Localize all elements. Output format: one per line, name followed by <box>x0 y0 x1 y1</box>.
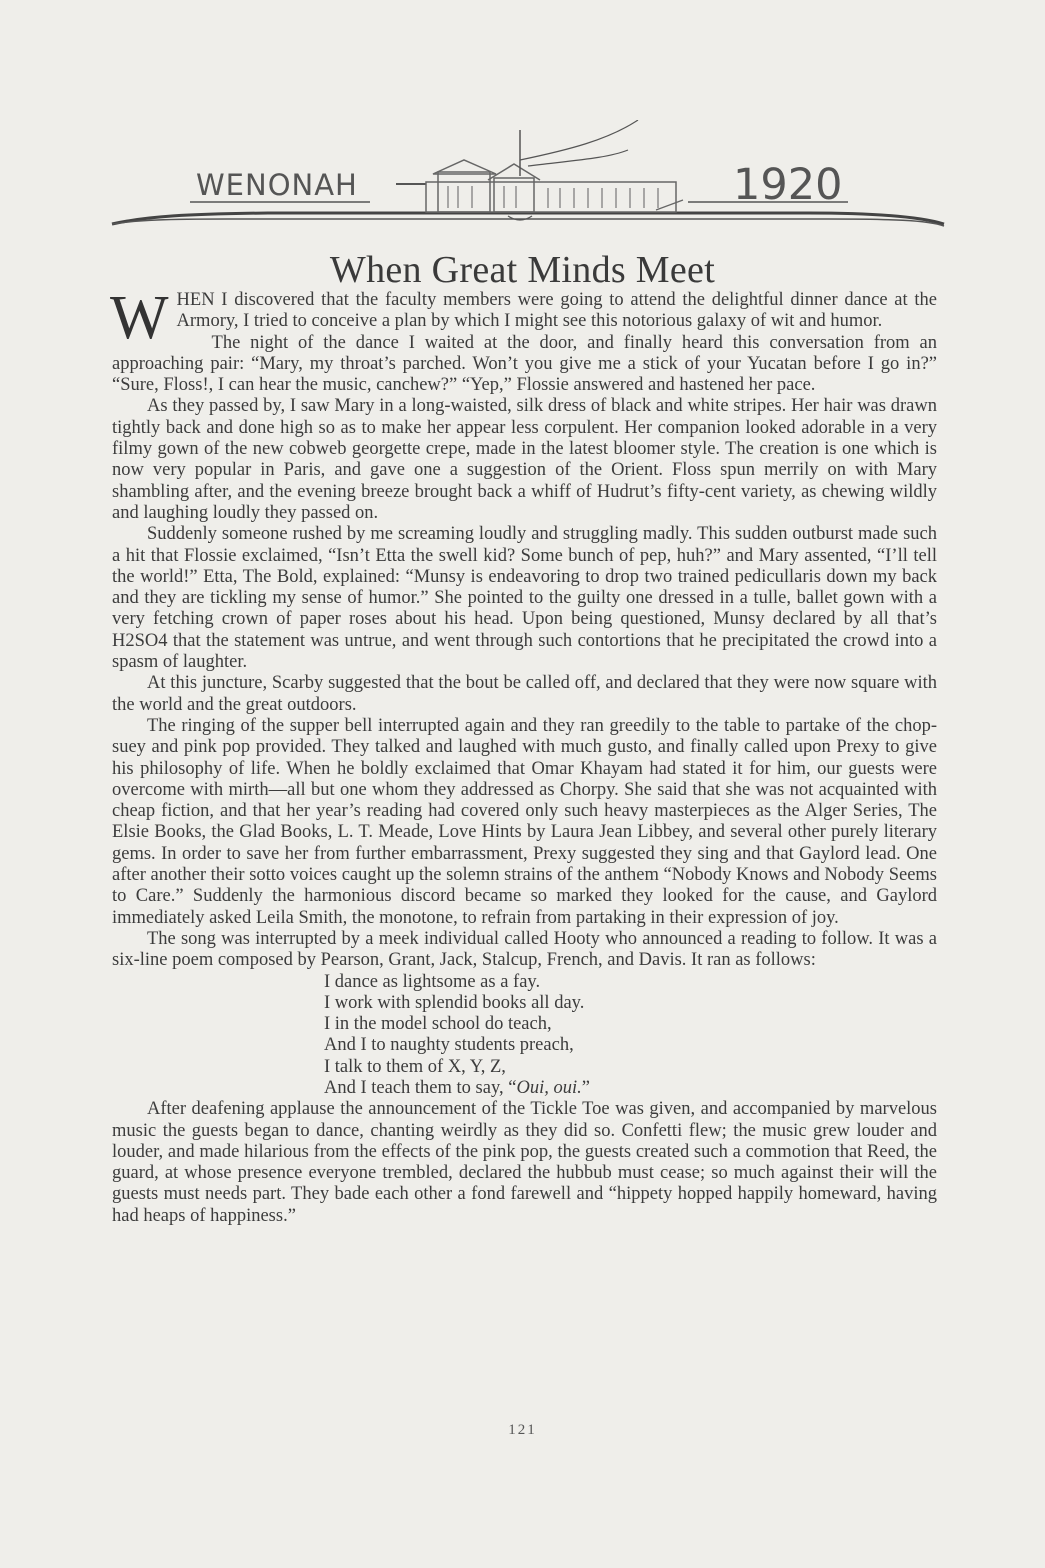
paragraph: The ringing of the supper bell interrupted again and they ran greedily to the table to partake of the chop-suey and pink pop provided. They talked and laughed with much gusto, and finally called upon Prexy to give his philosophy of life. When he boldly exclaimed that Omar Khayam had stated it for him, our guests were overcome with mirth—all but one whom they addressed as Chorpy. She said that she was not acquainted with cheap fiction, and that her year’s reading had covered only such heavy masterpieces as the Alger Series, The Elsie Books, the Glad Books, L. T. Meade, Love Hints by Laura Jean Libbey, and several other purely literary gems. In order to save her from further embarrassment, Prexy suggested they sing and that Gaylord lead. One after another their sotto voices caught up the solemn strains of the anthem “Nobody Knows and Nobody Seems to Care.” Suddenly the harmonious discord became so marked they looked for the cause, and Gaylord immediately asked Leila Smith, the monotone, to refrain from partaking in their expression of joy. <box>112 715 937 928</box>
paragraph: At this juncture, Scarby suggested that the bout be called off, and declared that they were now square with the world and the great outdoors. <box>112 673 937 715</box>
poem <box>324 972 937 1100</box>
poem-line: I talk to them of X, Y, Z, <box>324 1056 506 1077</box>
article-title: When Great Minds Meet <box>329 249 716 291</box>
drop-cap: W <box>110 284 169 352</box>
poem-line: I dance as lightsome as a fay. <box>324 971 541 992</box>
paragraph: After deafening applause the announcement of the Tickle Toe was given, and accompanied by marvelous music the guests began to dance, chanting weirdly as they did so. Confetti flew; the music grew louder and louder, and made hilarious from the effects of the pink pop, the guests created such a commotion that Reed, the guard, at whose presence everyone trembled, declared the hubbub must cease; so much against their will the guests must needs part. They bade each other a fond farewell and “hippety hopped happily homeward, having had heaps of happiness.” <box>112 1099 937 1226</box>
yearbook-year: 1920 <box>733 160 843 210</box>
poem-line: And I to naughty students preach, <box>324 1035 574 1056</box>
poem-line: And I teach them to say, “Oui, oui.” <box>324 1077 590 1098</box>
paragraph: Suddenly someone rushed by me screaming loudly and struggling madly. This sudden outburst made such a hit that Flossie exclaimed, “Isn’t Etta the swell kid? Some bunch of pep, huh?” and Mary assented, “I’ll tell the world!” Etta, The Bold, explained: “Munsy is endeavoring to drop two trained pedicullaris down my back and they are tickling my sense of humor.” She pointed to the guilty one dressed in a tulle, ballet gown with a very fetching crown of paper roses about his head. Upon being questioned, Munsy declared by all that’s H2SO4 that the statement was untrue, and went through such contortions that he precipitated the crowd into a spasm of laughter. <box>112 524 937 673</box>
paragraph: As they passed by, I saw Mary in a long-waisted, silk dress of black and white stripes. Her hair was drawn tightly back and done high so as to make her appear less corpulent. Her companion looked adorable in a very filmy gown of the new cobweb georgette crepe, made in the latest bloomer style. The creation is one which is now very popular in Paris, and gave one a suggestion of the Orient. Floss spun merrily on with Mary shambling after, and the evening breeze brought back a whiff of Hudrut’s fifty-cent variety, as chewing wildly and laughing loudly they passed on. <box>112 396 937 523</box>
poem-line: I work with splendid books all day. <box>324 992 585 1013</box>
yearbook-wordmark: WENONAH <box>196 168 358 202</box>
page-number: 121 <box>508 1422 537 1438</box>
paragraph: The night of the dance I waited at the door, and finally heard this conversation from an approaching pair: “Mary, my throat’s parched. Won’t you give me a stick of your Yucatan before I go in?” “Sure, Floss!, I can hear the music, canchew?” “Yep,” Flossie answered and hastened her pace. <box>112 332 937 396</box>
paragraph: The song was interrupted by a meek individual called Hooty who announced a reading to follow. It was a six-line poem composed by Pearson, Grant, Jack, Stalcup, French, and Davis. It ran as follows: <box>112 928 937 971</box>
page-header <box>108 120 948 250</box>
poem-line: I in the model school do teach, <box>324 1014 552 1035</box>
paragraph: WHEN I discovered that the faculty members were going to attend the delightful dinner dance at the Armory, I tried to conceive a plan by which I might see this notorious galaxy of wit and humor. <box>110 284 937 352</box>
article-body <box>110 284 937 1227</box>
